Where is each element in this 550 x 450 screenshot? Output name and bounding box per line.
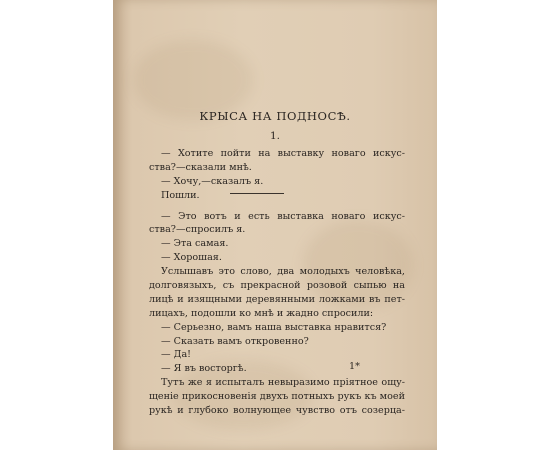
text-line: долговязыхъ, съ прекрасной розовой сыпью на — [149, 280, 405, 292]
text-line: Услышавъ это слово, два молодыхъ человѣка, — [161, 266, 405, 278]
text-line: — Серьезно, вамъ наша выставка нравится? — [161, 321, 387, 333]
page-number: 1* — [349, 361, 360, 372]
paper-stain — [133, 40, 253, 120]
section-divider — [230, 193, 284, 194]
book-page — [113, 0, 437, 450]
text-line: — Да! — [161, 349, 192, 361]
text-line: — Хорошая. — [161, 252, 222, 264]
text-line: — Это вотъ и есть выставка новаго искус- — [161, 210, 405, 222]
text-line: лицѣ и изящными деревянными ложками въ пет- — [149, 293, 405, 305]
page-title: КРЫСА НА ПОДНОСѢ. — [199, 109, 351, 123]
body-text — [149, 147, 405, 418]
text-line: щеніе прикосновенія двухъ потныхъ рукъ къ моей — [149, 391, 405, 403]
text-line: — Хочу,—сказалъ я. — [161, 175, 264, 187]
text-line: — Я въ восторгѣ. — [161, 363, 247, 375]
text-line: ства?—спросилъ я. — [149, 224, 246, 236]
text-line: рукѣ и глубоко волнующее чувство отъ созерца- — [149, 405, 405, 417]
divider-row — [149, 189, 405, 203]
chapter-number: 1. — [269, 130, 281, 142]
text-line: — Сказать вамъ откровенно? — [161, 335, 309, 347]
text-line: — Хотите пойти на выставку новаго искус- — [161, 148, 405, 159]
text-line: — Эта самая. — [161, 238, 229, 250]
text-line: Тутъ же я испыталъ невыразимо пріятное ощу- — [161, 377, 405, 389]
text-line: лицахъ, подошли ко мнѣ и жадно спросили: — [149, 307, 374, 319]
text-line: Пошли. — [161, 189, 200, 201]
text-line: ства?—сказали мнѣ. — [149, 161, 252, 173]
spacer — [149, 203, 405, 210]
